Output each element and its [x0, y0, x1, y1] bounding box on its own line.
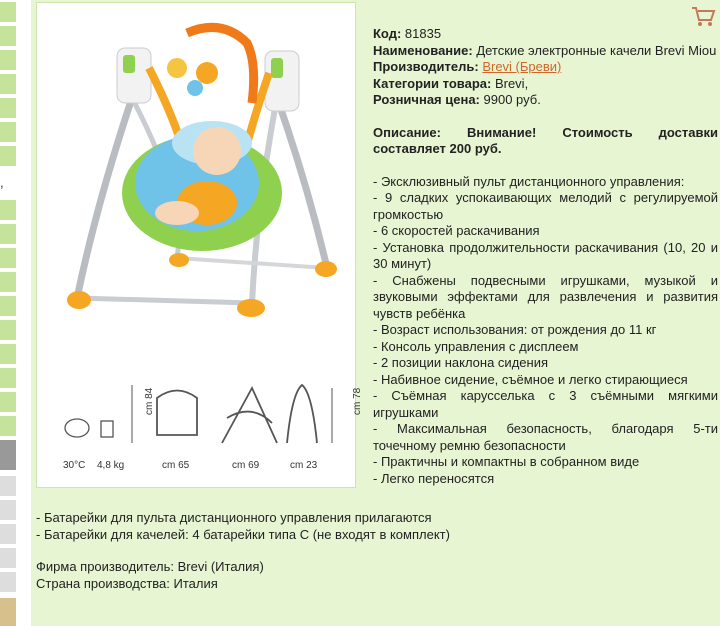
- product-info: [373, 26, 718, 487]
- battery-swing: - Батарейки для качелей: 4 батарейки типа С (не входят в комплект): [36, 526, 450, 542]
- sidebar-tile: [0, 572, 16, 592]
- sidebar-tile: [0, 524, 16, 544]
- folded-height-value: cm 78: [352, 387, 363, 415]
- name-label: Наименование:: [373, 42, 473, 58]
- sidebar-fragment-text: ,: [0, 175, 4, 190]
- feature-item: - Эксклюзивный пульт дистанционного управления:: [373, 173, 685, 189]
- sidebar-tile: [0, 440, 16, 470]
- delivery-notice: Внимание! Стоимость доставки составляет 200 руб.: [373, 124, 718, 156]
- sidebar-tile: [0, 224, 16, 244]
- feature-item: - Съёмная карусселька с 3 съёмными мягкими игрушками: [373, 388, 718, 420]
- sidebar-tile: [0, 50, 16, 70]
- cart-icon[interactable]: [690, 4, 716, 28]
- price-row: [373, 92, 718, 109]
- height-value: cm 84: [144, 387, 155, 415]
- feature-item: - Практичны и компактны в собранном виде: [373, 454, 640, 469]
- wash-temperature: 30°C: [63, 460, 86, 471]
- maker-label: Производитель:: [373, 59, 479, 74]
- length-value: cm 69: [232, 460, 260, 471]
- sidebar-tile: [0, 98, 16, 118]
- country-of-origin: Страна производства: Италия: [36, 575, 218, 591]
- sidebar-tile: [0, 26, 16, 46]
- maker-row: [373, 59, 718, 76]
- baby-swing-illustration: [37, 3, 363, 487]
- category-label: Категории товара:: [373, 75, 492, 91]
- sidebar-tile: [0, 296, 16, 316]
- sidebar-tile: [0, 392, 16, 412]
- name-value: Детские электронные качели Brevi Miou: [476, 42, 717, 58]
- feature-item: - Максимальная безопасность, благодаря 5-ти точечному ремню безопасности: [373, 421, 718, 453]
- sidebar-tile: [0, 500, 16, 520]
- feature-item: - Установка продолжительности раскачивания (10, 20 и 30 минут): [373, 239, 718, 271]
- sidebar-tile: [0, 248, 16, 268]
- feature-item: - 2 позиции наклона сидения: [373, 355, 548, 370]
- category-value: Brevi,: [494, 75, 529, 91]
- sidebar-tile: [0, 416, 16, 436]
- code-row: [373, 26, 718, 43]
- category-row: [373, 76, 718, 93]
- weight-value: 4,8 kg: [97, 460, 125, 471]
- code-value: 81835: [404, 26, 442, 41]
- price-label: Розничная цена:: [373, 92, 480, 107]
- sidebar-tile: [0, 368, 16, 388]
- feature-item: - Легко переносятся: [373, 470, 495, 486]
- feature-item: - Снабжены подвесными игрушками, музыкой и звуковыми эффектами для развлечения и развития чувств ребёнка: [373, 272, 718, 321]
- width-value: cm 23: [290, 460, 318, 471]
- manufacturer-company: Фирма производитель: Brevi (Италия): [36, 559, 264, 574]
- sidebar-tile: [0, 74, 16, 94]
- feature-item: - Возраст использования: от рождения до 11 кг: [373, 322, 657, 337]
- description-label: Описание:: [373, 124, 441, 140]
- sidebar-tile: [0, 320, 16, 340]
- product-image[interactable]: [36, 2, 363, 488]
- battery-remote: - Батарейки для пульта дистанционного управления прилагаются: [36, 510, 432, 525]
- feature-item: - Набивное сидение, съёмное и легко стирающиеся: [373, 371, 688, 387]
- sidebar-tile: [0, 476, 16, 496]
- feature-item: - 6 скоростей раскачивания: [373, 223, 540, 238]
- sidebar-tile: [0, 2, 16, 22]
- sidebar-tile: [0, 146, 16, 166]
- sidebar-tile: [0, 272, 16, 292]
- depth-value: cm 65: [162, 460, 190, 471]
- sidebar-tile: [0, 548, 16, 568]
- price-value: 9900 руб.: [483, 92, 541, 107]
- sidebar-tile: [0, 122, 16, 142]
- dimensions-diagram: [63, 385, 363, 471]
- code-label: Код:: [373, 26, 402, 41]
- name-row: [373, 43, 718, 60]
- sidebar-tile: [0, 344, 16, 364]
- feature-item: - 9 сладких успокаивающих мелодий с регулируемой громкостью: [373, 190, 718, 222]
- feature-list: [373, 174, 718, 488]
- maker-link[interactable]: Brevi (Бреви): [482, 59, 562, 74]
- sidebar-tile: [0, 200, 16, 220]
- left-sidebar-strip: [0, 0, 17, 626]
- feature-item: - Консоль управления с дисплеем: [373, 338, 579, 354]
- sidebar-tile: [0, 598, 16, 626]
- additional-info: [36, 510, 450, 592]
- description: [373, 125, 718, 158]
